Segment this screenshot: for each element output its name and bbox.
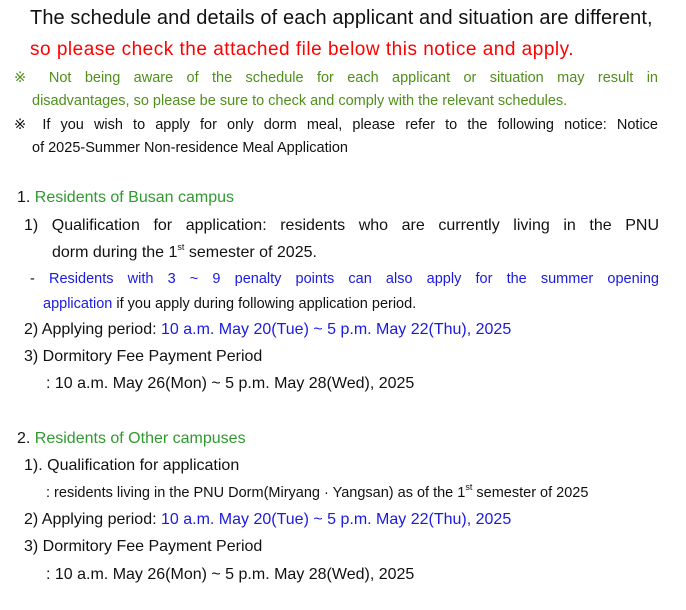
applying-period-value: 10 a.m. May 20(Tue) ~ 5 p.m. May 22(Thu), 2025 <box>160 511 512 528</box>
section-number: 2. <box>17 430 31 447</box>
applying-period-label: 2) Applying period: <box>24 511 161 528</box>
section-2-applying-period <box>24 512 511 528</box>
ordinal-suffix: st <box>177 242 185 252</box>
qualification-text-end: semester of 2025. <box>184 244 317 261</box>
headline-line-2: so please check the attached file below this notice and apply. <box>30 39 574 60</box>
applying-period-label: 2) Applying period: <box>24 321 161 338</box>
qualification-text-end: semester of 2025 <box>472 485 589 501</box>
section-1-qualification-line-2 <box>52 242 317 261</box>
section-1-qualification-line-1: 1) Qualification for application: residents who are currently living in the PNU <box>24 217 659 234</box>
section-title: Residents of Busan campus <box>34 189 235 206</box>
section-1-fee-period-label: 3) Dormitory Fee Payment Period <box>24 348 263 365</box>
warning-note-line-2: disadvantages, so please be sure to check and comply with the relevant schedules. <box>32 93 568 109</box>
penalty-note-rest: if you apply during following application period. <box>112 296 417 312</box>
section-2-fee-period-value: : 10 a.m. May 26(Mon) ~ 5 p.m. May 28(Wed), 2025 <box>46 566 415 583</box>
section-2-fee-period-label: 3) Dormitory Fee Payment Period <box>24 538 263 555</box>
section-title: Residents of Other campuses <box>34 430 246 447</box>
penalty-note-highlight: application <box>43 296 113 312</box>
section-2-qualification-label: 1). Qualification for application <box>24 457 240 474</box>
penalty-note-line-1 <box>30 272 659 287</box>
section-1-fee-period-value: : 10 a.m. May 26(Mon) ~ 5 p.m. May 28(Wed), 2025 <box>46 375 415 392</box>
dash-bullet: - <box>30 271 35 287</box>
meal-note-text-1: If you wish to apply for only dorm meal, please refer to the following notice: Notice <box>42 117 658 133</box>
section-1-applying-period <box>24 322 511 338</box>
qualification-text: : residents living in the PNU Dorm(Miryang · Yangsan) as of the 1 <box>46 485 466 501</box>
qualification-text: dorm during the 1 <box>52 244 178 261</box>
section-2-heading <box>17 431 246 447</box>
ordinal-suffix: st <box>465 482 473 492</box>
warning-text-1: Not being aware of the schedule for each applicant or situation may result in <box>48 70 658 86</box>
section-2-qualification-detail <box>46 482 589 501</box>
penalty-note-text: Residents with 3 ~ 9 penalty points can also apply for the summer opening <box>49 271 659 287</box>
meal-note-line-1 <box>14 118 658 133</box>
section-1-heading <box>17 190 234 206</box>
penalty-note-line-2 <box>43 297 416 312</box>
meal-note-line-2: of 2025-Summer Non-residence Meal Application <box>32 140 348 156</box>
reference-mark-icon: ※ <box>14 70 36 86</box>
headline-line-1: The schedule and details of each applicant and situation are different, <box>30 7 653 29</box>
section-number: 1. <box>17 189 31 206</box>
warning-note-line-1 <box>14 71 658 86</box>
reference-mark-icon: ※ <box>14 117 33 133</box>
applying-period-value: 10 a.m. May 20(Tue) ~ 5 p.m. May 22(Thu), 2025 <box>160 321 512 338</box>
